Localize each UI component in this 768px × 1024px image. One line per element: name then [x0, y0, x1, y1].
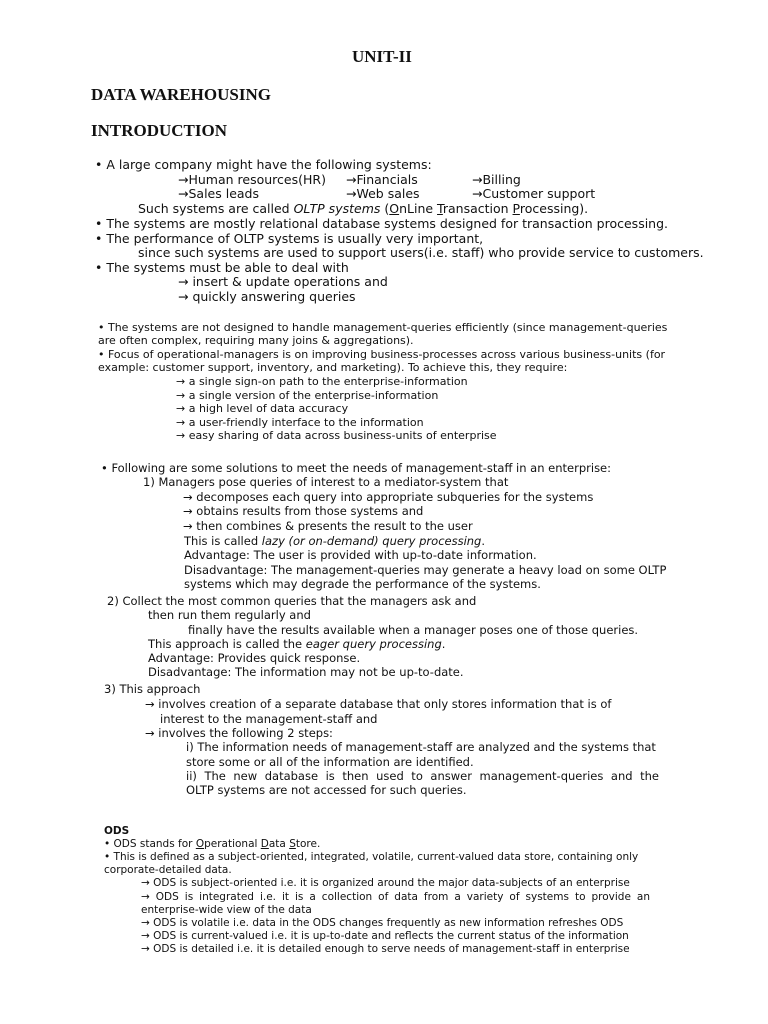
mgmt-para-2b: example: customer support, inventory, and marketing). To achieve this, they require:	[98, 361, 568, 374]
ods-property-integrated-a: → ODS is integrated i.e. it is a collection of data from a variety of systems to provide an	[141, 891, 650, 903]
solution-3a: → involves creation of a separate database that only stores information that is of	[145, 697, 612, 711]
solution-3: 3) This approach	[104, 682, 201, 696]
system-financials: →Financials	[346, 172, 418, 187]
solution-3b: → involves the following 2 steps:	[145, 726, 333, 740]
solutions-intro: • Following are some solutions to meet the needs of management-staff in an enterprise:	[101, 461, 612, 475]
solution-1a: → decomposes each query into appropriate subqueries for the systems	[183, 490, 594, 504]
ods-property-integrated-b: enterprise-wide view of the data	[141, 904, 312, 916]
solution-1: 1) Managers pose queries of interest to a mediator-system that	[143, 475, 509, 489]
intro-bullet-3: • The performance of OLTP systems is usually very important,	[95, 231, 484, 246]
solution-3-step-1a: i) The information needs of management-staff are analyzed and the systems that	[186, 740, 656, 754]
solution-1b: → obtains results from those systems and	[183, 504, 424, 518]
solution-2-called: This approach is called the eager query processing.	[148, 637, 446, 651]
solution-3-step-2a: ii) The new database is then used to answer management-queries and the	[186, 769, 659, 783]
system-billing: →Billing	[472, 172, 521, 187]
solution-2-disadvantage: Disadvantage: The information may not be up-to-date.	[148, 665, 464, 679]
solution-1-disadvantage-a: Disadvantage: The management-queries may generate a heavy load on some OLTP	[184, 563, 667, 577]
oltp-definition: Such systems are called OLTP systems (OnLine Transaction Processing).	[138, 201, 589, 216]
system-hr: →Human resources(HR)	[178, 172, 326, 187]
intro-bullet-4a: → insert & update operations and	[178, 274, 388, 289]
requirement-3: → a high level of data accuracy	[176, 402, 349, 415]
requirement-2: → a single version of the enterprise-information	[176, 389, 439, 402]
requirement-4: → a user-friendly interface to the information	[176, 416, 424, 429]
requirement-5: → easy sharing of data across business-units of enterprise	[176, 429, 497, 442]
system-sales-leads: →Sales leads	[178, 186, 259, 201]
intro-bullet-1: • A large company might have the following systems:	[95, 157, 432, 172]
mgmt-para-1b: are often complex, requiring many joins & aggregations).	[98, 334, 414, 347]
solution-2a: then run them regularly and	[148, 608, 311, 622]
solution-2b: finally have the results available when a manager poses one of those queries.	[188, 623, 639, 637]
system-customer-support: →Customer support	[472, 186, 596, 201]
mgmt-para-1a: • The systems are not designed to handle management-queries efficiently (since management-queries	[98, 321, 668, 334]
system-web-sales: →Web sales	[346, 186, 420, 201]
requirement-1: → a single sign-on path to the enterprise-information	[176, 375, 468, 388]
solution-1c: → then combines & presents the result to the user	[183, 519, 473, 533]
ods-stands-for: • ODS stands for Operational Data Store.	[104, 838, 321, 850]
solution-1-disadvantage-b: systems which may degrade the performance of the systems.	[184, 577, 541, 591]
intro-bullet-4: • The systems must be able to deal with	[95, 260, 349, 275]
ods-property-detailed: → ODS is detailed i.e. it is detailed enough to serve needs of management-staff in enterprise	[141, 943, 630, 955]
ods-property-subject-oriented: → ODS is subject-oriented i.e. it is organized around the major data-subjects of an enterprise	[141, 877, 630, 889]
ods-definition-b: corporate-detailed data.	[104, 864, 232, 876]
ods-definition-a: • This is defined as a subject-oriented, integrated, volatile, current-valued data store, containing only	[104, 851, 639, 863]
intro-bullet-2: • The systems are mostly relational database systems designed for transaction processing.	[95, 216, 669, 231]
section-title: INTRODUCTION	[91, 121, 228, 140]
intro-bullet-3-cont: since such systems are used to support users(i.e. staff) who provide service to customers.	[138, 245, 704, 260]
chapter-title: DATA WAREHOUSING	[91, 85, 271, 104]
solution-3-step-1b: store some or all of the information are identified.	[186, 755, 474, 769]
intro-bullet-4b: → quickly answering queries	[178, 289, 356, 304]
ods-property-volatile: → ODS is volatile i.e. data in the ODS changes frequently as new information refreshes ODS	[141, 917, 624, 929]
solution-2: 2) Collect the most common queries that the managers ask and	[107, 594, 477, 608]
solution-1-called: This is called lazy (or on-demand) query processing.	[184, 534, 486, 548]
solution-1-advantage: Advantage: The user is provided with up-to-date information.	[184, 548, 537, 562]
ods-heading: ODS	[104, 825, 130, 837]
mgmt-para-2a: • Focus of operational-managers is on improving business-processes across various business-units (for	[98, 348, 666, 361]
solution-3-step-2b: OLTP systems are not accessed for such queries.	[186, 783, 467, 797]
unit-title: UNIT-II	[352, 47, 412, 66]
solution-2-advantage: Advantage: Provides quick response.	[148, 651, 361, 665]
solution-3a-cont: interest to the management-staff and	[160, 712, 378, 726]
ods-property-current-valued: → ODS is current-valued i.e. it is up-to-date and reflects the current status of the information	[141, 930, 629, 942]
